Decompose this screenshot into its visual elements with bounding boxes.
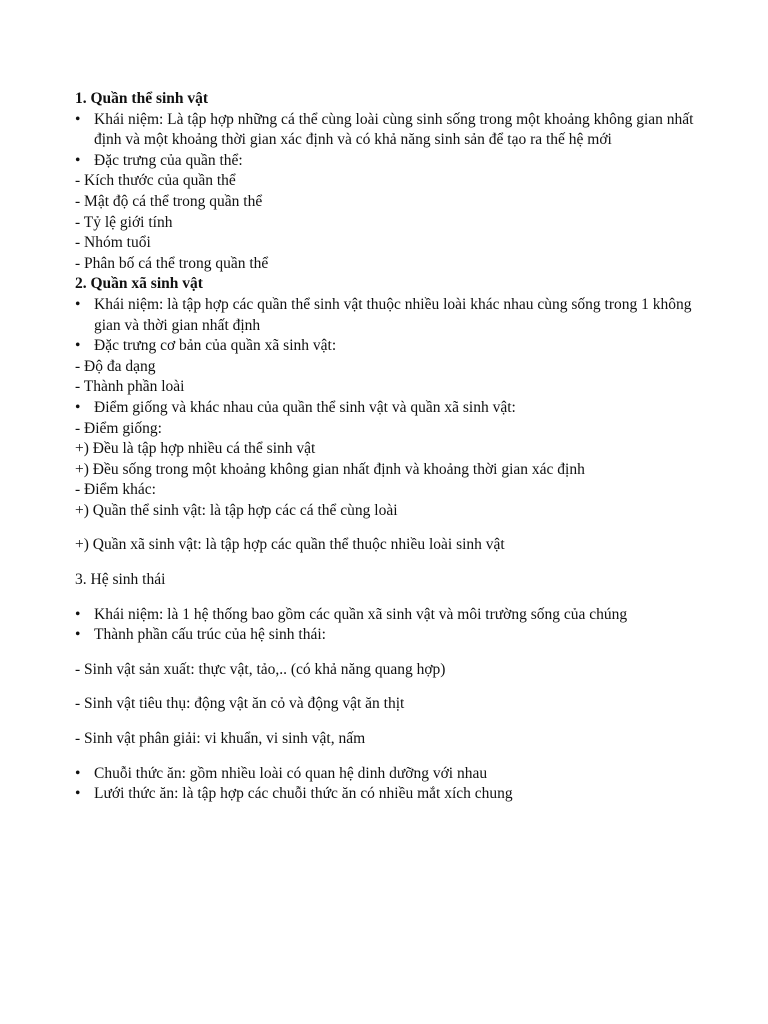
section-3-heading: 3. Hệ sinh thái	[75, 571, 166, 589]
list-item: +) Đều sống trong một khoảng không gian nhất định và khoảng thời gian xác định	[75, 460, 585, 478]
bullet-icon: •	[75, 337, 81, 355]
bullet-icon: •	[75, 110, 81, 128]
similar-label: - Điểm giống:	[75, 419, 162, 437]
section-2-definition: • Khái niệm: là tập hợp các quần thể sinh vật thuộc nhiều loài khác nhau cùng sống trong 1 không gian và thời gian nhất định	[75, 295, 692, 334]
list-item: - Độ đa dạng	[75, 357, 156, 375]
section-2-compare-intro: • Điểm giống và khác nhau của quần thể sinh vật và quần xã sinh vật:	[75, 398, 715, 419]
list-item: - Kích thước của quần thể	[75, 172, 236, 190]
list-item: - Thành phần loài	[75, 378, 185, 396]
document-body	[75, 89, 715, 805]
list-item: - Sinh vật phân giải: vi khuẩn, vi sinh vật, nấm	[75, 730, 366, 748]
different-label: - Điểm khác:	[75, 481, 156, 499]
list-item: - Tỷ lệ giới tính	[75, 213, 173, 231]
section-1-definition: • Khái niệm: Là tập hợp những cá thể cùng loài cùng sinh sống trong một khoảng không gian nhất định và một khoảng thời gian xác định và có khả năng sinh sản để tạo ra thế hệ mới	[75, 110, 694, 149]
bullet-icon: •	[75, 605, 81, 623]
list-item: +) Quần thể sinh vật: là tập hợp các cá thể cùng loài	[75, 501, 398, 519]
bullet-icon: •	[75, 151, 81, 169]
section-2-heading: 2. Quần xã sinh vật	[75, 275, 203, 293]
section-1-heading: 1. Quần thể sinh vật	[75, 90, 209, 107]
list-item: +) Đều là tập hợp nhiều cá thể sinh vật	[75, 440, 316, 458]
list-item: - Phân bố cá thể trong quần thể	[75, 254, 269, 272]
bullet-icon: •	[75, 295, 81, 313]
section-1-traits-intro: • Đặc trưng của quần thể:	[75, 151, 715, 172]
bullet-icon: •	[75, 398, 81, 416]
food-web-item: • Lưới thức ăn: là tập hợp các chuỗi thức ăn có nhiều mắt xích chung	[75, 784, 715, 805]
section-3-definition: • Khái niệm: là 1 hệ thống bao gồm các quần xã sinh vật và môi trường sống của chúng	[75, 605, 715, 626]
bullet-icon: •	[75, 785, 81, 803]
list-item: +) Quần xã sinh vật: là tập hợp các quần thể thuộc nhiều loài sinh vật	[75, 536, 505, 554]
section-2-traits-intro: • Đặc trưng cơ bản của quần xã sinh vật:	[75, 336, 715, 357]
list-item: - Mật độ cá thể trong quần thể	[75, 192, 263, 210]
list-item: - Sinh vật tiêu thụ: động vật ăn cỏ và động vật ăn thịt	[75, 695, 405, 713]
food-chain-item: • Chuỗi thức ăn: gồm nhiều loài có quan hệ dinh dưỡng với nhau	[75, 764, 715, 785]
bullet-icon: •	[75, 764, 81, 782]
list-item: - Sinh vật sản xuất: thực vật, tảo,.. (có khả năng quang hợp)	[75, 660, 446, 678]
section-3-structure-intro: • Thành phần cấu trúc của hệ sinh thái:	[75, 625, 715, 646]
bullet-icon: •	[75, 626, 81, 644]
list-item: - Nhóm tuổi	[75, 234, 151, 252]
